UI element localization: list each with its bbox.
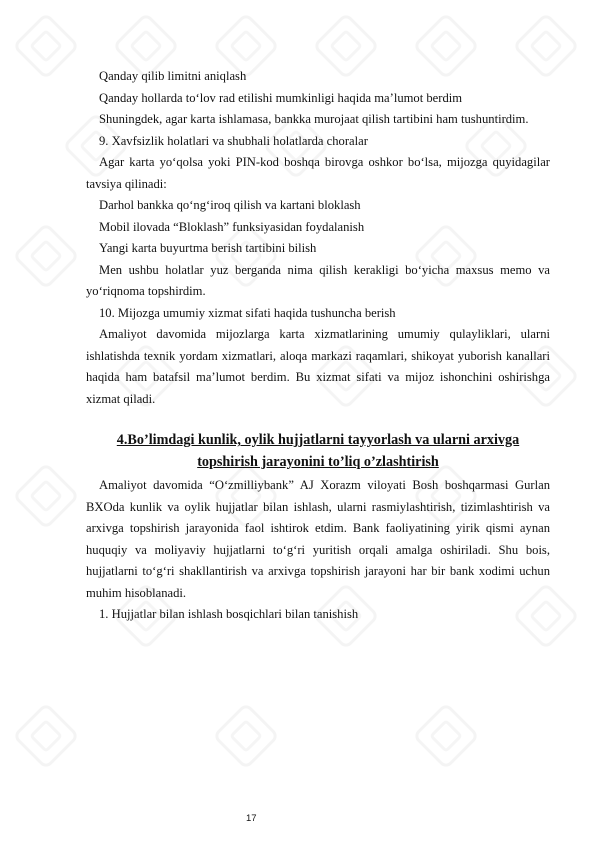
paragraph: Amaliyot davomida mijozlarga karta xizmatlarining umumiy qulayliklari, ularni ishlatishda texnik yordam xizmatlari, aloqa markazi raqamlari, shikoyat yuborish kanallari haqida ham batafsil ma’lumot berdim. Bu xizmat sifati va mijoz ishonchini oshirishga xizmat qiladi. [86,327,550,406]
paragraph: Men ushbu holatlar yuz berganda nima qilish kerakligi bo‘yicha maxsus memo va yo‘riqnoma topshirdim. [86,262,550,298]
paragraph: Amaliyot davomida “O‘zmilliybank” AJ Xorazm viloyati Bosh boshqarmasi Gurlan BXOda kunlik va oylik hujjatlar bilan ishlash, ularni rasmiylashtirish, tizimlashtirish va arxivga topshirish jarayonida faol ishtirok etdim. Bank faoliyatining yirik qismi aynan huquqiy va moliyaviy hujjatlarni to‘g‘ri yuritish orqali amalga oshiriladi. Shu bois, hujjatlarni to‘g‘ri shakllantirish va arxivga topshirish jarayoni har bir bank xodimi uchun muhim hisoblanadi. [86,478,550,600]
document-body [86,66,550,626]
paragraph: Agar karta yo‘qolsa yoki PIN-kod boshqa birovga oshkor bo‘lsa, mijozga quyidagilar tavsiya qilinadi: [86,155,550,191]
chapter-heading-line-1: 4.Bo’limdagi kunlik, oylik hujjatlarni tayyorlash va ularni arxivga [116,432,520,448]
paragraph: Shuningdek, agar karta ishlamasa, bankka murojaat qilish tartibini ham tushuntirdim. [99,112,529,126]
chapter-heading [86,429,550,473]
list-item: Mobil ilovada “Bloklash” funksiyasidan foydalanish [99,219,365,234]
page-number: 17 [246,813,257,824]
chapter-heading-line-2: topshirish jarayonini to’liq o’zlashtirish [197,454,439,470]
list-item: Qanday hollarda to‘lov rad etilishi mumkinligi haqida ma’lumot berdim [99,90,463,105]
list-item: Qanday qilib limitni aniqlash [99,69,247,83]
list-item: Yangi karta buyurtma berish tartibini bilish [99,241,317,255]
section-heading-9: 9. Xavfsizlik holatlari va shubhali holatlarda choralar [99,133,368,148]
list-item: Darhol bankka qo‘ng‘iroq qilish va kartani bloklash [99,198,361,212]
section-heading-1: 1. Hujjatlar bilan ishlash bosqichlari bilan tanishish [99,607,359,621]
section-heading-10: 10. Mijozga umumiy xizmat sifati haqida tushuncha berish [99,305,396,320]
